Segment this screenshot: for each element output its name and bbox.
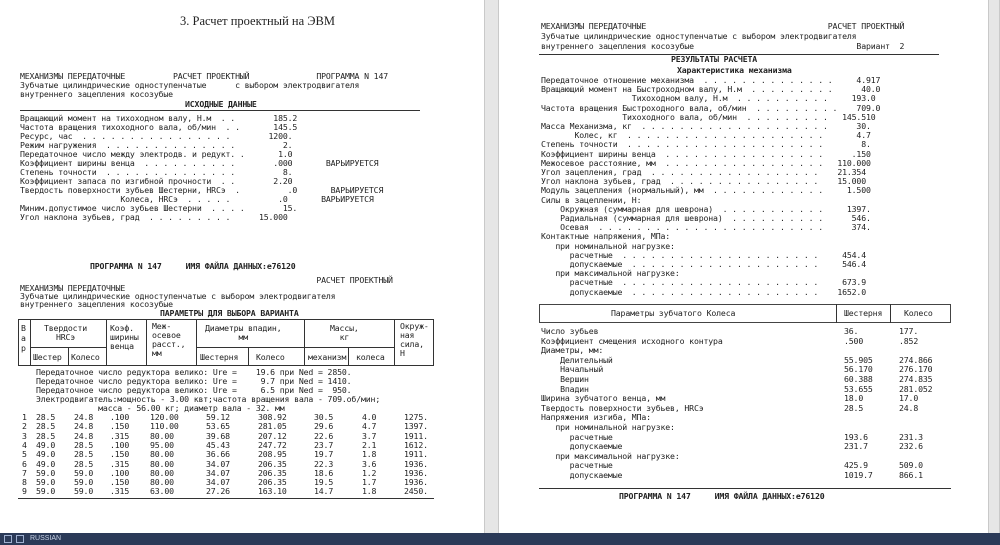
- table-cell: 206.35: [258, 458, 287, 469]
- table-cell: 80.00: [150, 477, 174, 488]
- table-divider: [68, 347, 69, 365]
- table-cell: 1612.: [404, 439, 428, 450]
- right-header-line-1: МЕХАНИЗМЫ ПЕРЕДАТОЧНЫЕ РАСЧЕТ ПРОЕКТНЫЙ: [541, 21, 905, 31]
- right-header-line-3: внутреннего зацепления косозубые Вариант 2: [541, 41, 905, 51]
- table-cell: 28.5: [74, 449, 94, 460]
- table-cell: 4.7: [362, 421, 377, 432]
- table-cell: 59.0: [74, 477, 94, 488]
- params-divider: [890, 304, 891, 323]
- result-row: при номинальной нагрузке:: [541, 240, 675, 251]
- result-row: Тихоходном валу, Н.м . . . . . . . . . . 193.0: [541, 93, 876, 104]
- result-row: Коэффициент ширины венца . . . . . . . . . . . . . . . . . .150: [541, 148, 871, 159]
- table-divider: [248, 347, 249, 365]
- params-col-gear: Колесо: [904, 308, 933, 318]
- params-row-label: Число зубьев: [541, 326, 599, 336]
- table-subrule: [196, 347, 394, 348]
- result-row: допускаемые . . . . . . . . . . . . . . . . . . . . 546.4: [541, 259, 866, 269]
- result-row: Вращающий момент на Быстроходном валу, Н.м . . . . . . . . . 40.0: [541, 84, 881, 95]
- table-divider: [146, 319, 147, 365]
- table-cell: 6: [22, 458, 27, 469]
- right-page: [499, 0, 1000, 533]
- table-divider: [196, 319, 197, 365]
- col-variant-3: р: [21, 343, 26, 353]
- params-row-pinion: 53.655: [844, 383, 873, 394]
- table-divider: [18, 319, 19, 365]
- params-row-gear: 281.052: [899, 383, 933, 394]
- result-row: Осевая . . . . . . . . . . . . . . . . . . . . . . . . 374.: [541, 222, 871, 233]
- params-row-pinion: .500: [844, 335, 864, 346]
- table-cell: 22.6: [314, 430, 334, 441]
- block2-section-title: ПАРАМЕТРЫ ДЛЯ ВЫБОРА ВАРИАНТА: [160, 308, 299, 318]
- result-row: Тихоходного вала, об/мин . . . . . . . . . 145.510: [541, 111, 876, 122]
- params-row-pinion: 56.170: [844, 364, 873, 375]
- table-cell: 1911.: [404, 449, 428, 460]
- table-cell: 24.8: [74, 421, 94, 432]
- table-cell: 28.5: [36, 412, 56, 422]
- table-cell: 23.7: [314, 439, 334, 450]
- params-row-gear: 866.1: [899, 470, 923, 480]
- result-row: при максимальной нагрузке:: [541, 268, 680, 279]
- table-cell: 120.00: [150, 412, 179, 422]
- table-cell: 24.8: [74, 412, 94, 422]
- col-center-distance: Меж- осевое расст., мм: [152, 321, 186, 358]
- params-row-label: Ширина зубчатого венца, мм: [541, 393, 666, 404]
- left-page: [0, 0, 484, 533]
- params-row-gear: 509.0: [899, 460, 923, 471]
- table-cell: 29.6: [314, 421, 334, 432]
- params-row-label: Напряжения изгиба, МПа:: [541, 412, 651, 423]
- table-cell: 28.5: [74, 458, 94, 469]
- table-cell: 59.0: [36, 486, 56, 497]
- note-line: Передаточное число редуктора велико: Ure = 9.7 при Ned = 1410.: [36, 376, 352, 386]
- params-row-pinion: 18.0: [844, 393, 864, 404]
- table-cell: 39.68: [206, 430, 230, 441]
- table-cell: .150: [110, 421, 130, 432]
- result-row: Окружная (суммарная для шеврона) . . . . . . . . . . . 1397.: [541, 203, 871, 214]
- results-subtitle: Характеристика механизма: [677, 65, 792, 75]
- input-row: Миним.допустимое число зубьев Шестерни . . . . 15.: [20, 203, 298, 213]
- table-cell: 9: [22, 486, 27, 497]
- table-cell: 2: [22, 421, 27, 432]
- table-cell: 163.10: [258, 486, 287, 497]
- params-row-gear: 24.8: [899, 402, 919, 413]
- params-row-gear: 177.: [899, 326, 919, 336]
- table-cell: 95.00: [150, 439, 174, 450]
- block2-header-line-4: внутреннего зацепления косозубые: [20, 299, 173, 309]
- block1-header-line-3: внутреннего зацепления косозубые: [20, 89, 173, 99]
- table-cell: 1.7: [362, 477, 377, 488]
- table-cell: 80.00: [150, 467, 174, 478]
- table-cell: 18.6: [314, 467, 334, 478]
- params-row-gear: 274.866: [899, 354, 933, 365]
- params-row-label: допускаемые: [541, 470, 623, 480]
- table-cell: 28.5: [36, 430, 56, 441]
- params-row-label: Вершин: [541, 374, 589, 384]
- params-row-label: при номинальной нагрузке:: [541, 422, 675, 432]
- params-row-label: Коэффициент смещения исходного контура: [541, 335, 723, 346]
- table-cell: 1397.: [404, 421, 428, 432]
- params-row-pinion: 193.6: [844, 431, 868, 442]
- table-cell: 7: [22, 467, 27, 478]
- result-row: расчетные . . . . . . . . . . . . . . . . . . . . . 673.9: [541, 277, 866, 288]
- table-cell: 34.07: [206, 458, 230, 469]
- input-row: Коэффициент запаса по изгибной прочности . . 2.20: [20, 176, 293, 186]
- result-row: Межосевое расстояние, мм . . . . . . . . . . . . . . . . . 110.000: [541, 157, 871, 168]
- block2-header-line-3: Зубчатые цилиндрические одноступенчатые с выбором электродвигателя: [20, 291, 336, 301]
- table-cell: 8: [22, 477, 27, 488]
- right-header-line-2: Зубчатые цилиндрические одноступенчатые с выбором электродвигателя: [541, 31, 857, 41]
- input-row: Колеса, HRCэ . . . . . .0 ВАРЬИРУЕТСЯ: [20, 194, 374, 204]
- table-cell: 14.7: [314, 486, 334, 497]
- block1-header-line-1: МЕХАНИЗМЫ ПЕРЕДАТОЧНЫЕ РАСЧЕТ ПРОЕКТНЫЙ ПРОГРАММА N 147: [20, 71, 389, 81]
- result-row: Колес, кг . . . . . . . . . . . . . . . . . . . . . 4.7: [541, 130, 871, 141]
- params-col-pinion: Шестерня: [844, 308, 883, 318]
- params-row-pinion: 1019.7: [844, 470, 873, 480]
- table-cell: 206.35: [258, 477, 287, 488]
- input-row: Коэффициент ширины венца . . . . . . . . . . .000 ВАРЬИРУЕТСЯ: [20, 158, 379, 168]
- table-cell: 53.65: [206, 421, 230, 432]
- result-row: Угол зацепления, град . . . . . . . . . . . . . . . . . . 21.354: [541, 167, 866, 177]
- input-row: Ресурс, час . . . . . . . . . . . . . . . . 1200.: [20, 131, 293, 141]
- table-cell: .100: [110, 412, 130, 422]
- params-row-gear: 274.835: [899, 374, 933, 384]
- table-cell: 36.66: [206, 449, 230, 460]
- input-row: Степень точности . . . . . . . . . . . . . . 8.: [20, 167, 293, 177]
- block1-divider: [20, 110, 420, 111]
- table-cell: 1.8: [362, 449, 377, 460]
- note-line: Передаточное число редуктора велико: Ure = 6.5 при Ned = 950.: [36, 385, 352, 395]
- table-cell: 4.0: [362, 412, 377, 422]
- params-divider: [836, 304, 837, 323]
- table-cell: 63.00: [150, 486, 174, 497]
- right-scroll-gutter: [988, 0, 1000, 533]
- col-hardness: Твердости HRCэ: [44, 323, 88, 342]
- table-divider: [106, 319, 107, 365]
- right-footer-program: ПРОГРАММА N 147 ИМЯ ФАЙЛА ДАННЫХ:е76120: [619, 491, 825, 501]
- result-row: Передаточное отношение механизма . . . . . . . . . . . . . . 4.917: [541, 75, 881, 85]
- table-cell: 1.2: [362, 467, 377, 478]
- result-row: Частота вращения Быстроходного вала, об/мин . . . . . . . . . 709.0: [541, 102, 881, 113]
- table-cell: 49.0: [36, 439, 56, 450]
- table-divider: [394, 319, 395, 365]
- col-root-diameters: Диаметры впадин, мм: [205, 323, 282, 342]
- params-row-label: расчетные: [541, 431, 613, 442]
- col-variant-2: а: [21, 333, 26, 343]
- table-cell: 1936.: [404, 477, 428, 488]
- window-icon[interactable]: [4, 535, 12, 543]
- params-row-label: Делительный: [541, 354, 613, 365]
- col-tangential-force: Окруж- ная сила, Н: [400, 321, 429, 358]
- params-row-pinion: 28.5: [844, 402, 864, 413]
- params-row-label: расчетные: [541, 460, 613, 471]
- section-heading: 3. Расчет проектный на ЭВМ: [180, 14, 335, 28]
- result-row: расчетные . . . . . . . . . . . . . . . . . . . . . 454.4: [541, 249, 866, 260]
- table-bottom-rule: [18, 498, 434, 499]
- table-cell: 110.00: [150, 421, 179, 432]
- params-row-gear: 276.170: [899, 364, 933, 375]
- table-cell: 59.0: [36, 467, 56, 478]
- result-row: Контактные напряжения, МПа:: [541, 231, 671, 242]
- table-cell: 45.43: [206, 439, 230, 450]
- table-cell: 34.07: [206, 477, 230, 488]
- col-hardness-pinion: Шестер: [33, 352, 62, 362]
- input-row: Режим нагружения . . . . . . . . . . . . . . 2.: [20, 140, 293, 150]
- table-divider: [433, 319, 434, 365]
- results-title: РЕЗУЛЬТАТЫ РАСЧЕТА: [671, 54, 758, 64]
- result-row: Радиальная (суммарная для шеврона) . . . . . . . . . . 546.: [541, 213, 871, 223]
- params-row-label: Твердость поверхности зубьев, HRCэ: [541, 402, 704, 413]
- note-line: масса - 56.00 кг; диаметр вала - 32. мм: [36, 403, 285, 413]
- params-row-gear: 232.6: [899, 441, 923, 452]
- table-cell: .100: [110, 467, 130, 478]
- block2-header-line-2: МЕХАНИЗМЫ ПЕРЕДАТОЧНЫЕ: [20, 283, 126, 293]
- col-mass-mechanism: механизм: [308, 352, 347, 362]
- taskbar: [0, 533, 1000, 545]
- table-cell: 1911.: [404, 430, 428, 441]
- table-cell: 28.5: [74, 439, 94, 450]
- params-row-pinion: 425.9: [844, 460, 868, 471]
- col-masses: Массы, кг: [330, 323, 359, 342]
- table-cell: 3: [22, 430, 27, 441]
- input-row: Твердость поверхности зубьев Шестерни, HRCэ . .0 ВАРЬИРУЕТСЯ: [20, 185, 384, 195]
- params-row-pinion: 36.: [844, 326, 859, 336]
- params-row-pinion: 55.905: [844, 354, 873, 365]
- table-cell: 34.07: [206, 467, 230, 478]
- col-hardness-gear: Колесо: [71, 352, 100, 362]
- params-row-gear: 17.0: [899, 393, 919, 404]
- table-cell: 1936.: [404, 467, 428, 478]
- table-cell: 2.1: [362, 439, 377, 450]
- table-cell: 308.92: [258, 412, 287, 422]
- table-cell: 4: [22, 439, 27, 450]
- params-row-gear: 231.3: [899, 431, 923, 442]
- col-root-gear: Колесо: [256, 352, 285, 362]
- params-table-bottom-rule: [539, 488, 951, 489]
- table-cell: 49.0: [36, 449, 56, 460]
- table-top-rule: [18, 319, 434, 320]
- table-cell: 206.35: [258, 467, 287, 478]
- table-cell: 59.0: [74, 467, 94, 478]
- col-variant-1: В: [21, 323, 26, 333]
- table-cell: 59.12: [206, 412, 230, 422]
- table-cell: 3.6: [362, 458, 377, 469]
- window-icon[interactable]: [16, 535, 24, 543]
- params-row-label: Диаметры, мм:: [541, 345, 604, 356]
- params-row-label: при максимальной нагрузке:: [541, 450, 680, 461]
- table-cell: .315: [110, 430, 130, 441]
- table-cell: 59.0: [36, 477, 56, 488]
- input-row: Передаточное число между электродв. и редукт. . 1.0: [20, 149, 293, 159]
- input-row: Угол наклона зубьев, град . . . . . . . . . 15.000: [20, 212, 288, 222]
- table-cell: .100: [110, 439, 130, 450]
- table-cell: 1936.: [404, 458, 428, 469]
- table-cell: 80.00: [150, 449, 174, 460]
- table-cell: 24.8: [74, 430, 94, 441]
- result-row: Степень точности . . . . . . . . . . . . . . . . . . . . . 8.: [541, 139, 871, 150]
- params-row-label: Впадин: [541, 383, 589, 394]
- table-cell: 2450.: [404, 486, 428, 497]
- table-cell: 1: [22, 412, 27, 422]
- language-indicator[interactable]: RUSSIAN: [30, 535, 62, 542]
- table-cell: 1.8: [362, 486, 377, 497]
- result-row: Модуль зацепления (нормальный), мм . . . . . . . . . . . . 1.500: [541, 185, 871, 196]
- block1-header-line-2: Зубчатые цилиндрические одноступенчатые с выбором электродвигателя: [20, 80, 360, 90]
- result-row: Угол наклона зубьев, град . . . . . . . . . . . . . . . . 15.000: [541, 176, 866, 187]
- result-row: Силы в зацеплении, Н:: [541, 194, 642, 205]
- table-cell: 208.95: [258, 449, 287, 460]
- params-row-label: допускаемые: [541, 441, 623, 452]
- table-cell: 3.7: [362, 430, 377, 441]
- block2-header-line-1: РАСЧЕТ ПРОЕКТНЫЙ: [20, 275, 393, 285]
- note-line: Передаточное число редуктора велико: Ure = 19.6 при Ned = 2850.: [36, 367, 352, 377]
- table-cell: 281.05: [258, 421, 287, 432]
- table-cell: 5: [22, 449, 27, 460]
- params-row-label: Начальный: [541, 364, 604, 375]
- note-line: Электродвигатель:мощность - 3.00 квт;частота вращения вала - 709.об/мин;: [36, 394, 381, 404]
- params-row-gear: .852: [899, 335, 919, 346]
- table-divider: [304, 319, 305, 365]
- table-cell: .315: [110, 458, 130, 469]
- table-cell: 80.00: [150, 458, 174, 469]
- params-row-pinion: 231.7: [844, 441, 868, 452]
- table-cell: 59.0: [74, 486, 94, 497]
- input-row: Вращающий момент на тихоходном валу, Н.м . . 185.2: [20, 113, 298, 123]
- block1-section-title: ИСХОДНЫЕ ДАННЫЕ: [185, 99, 257, 109]
- table-divider: [348, 347, 349, 365]
- params-table-title: Параметры зубчатого Колеса: [611, 308, 736, 318]
- table-cell: 207.12: [258, 430, 287, 441]
- result-row: допускаемые . . . . . . . . . . . . . . . . . . . . 1652.0: [541, 286, 866, 297]
- col-mass-gears: колеса: [356, 352, 385, 362]
- result-row: Масса Механизма, кг . . . . . . . . . . . . . . . . . . . . 30.: [541, 121, 871, 131]
- params-row-pinion: 60.388: [844, 374, 873, 384]
- col-root-pinion: Шестерня: [200, 352, 239, 362]
- block2-program-line: ПРОГРАММА N 147 ИМЯ ФАЙЛА ДАННЫХ:е76120: [90, 261, 296, 271]
- table-cell: 247.72: [258, 439, 287, 450]
- table-cell: 49.0: [36, 458, 56, 469]
- input-row: Частота вращения тихоходного вала, об/мин . . 145.5: [20, 122, 298, 132]
- table-cell: 22.3: [314, 458, 334, 469]
- table-divider: [30, 319, 31, 365]
- table-cell: .315: [110, 486, 130, 497]
- table-header-bottom-rule: [18, 365, 434, 366]
- table-cell: 80.00: [150, 430, 174, 441]
- table-cell: 19.5: [314, 477, 334, 488]
- table-cell: .150: [110, 449, 130, 460]
- col-width-coef: Коэф. ширины венца: [110, 323, 139, 351]
- table-cell: 27.26: [206, 486, 230, 497]
- table-cell: 30.5: [314, 412, 334, 422]
- table-cell: 19.7: [314, 449, 334, 460]
- table-cell: 1275.: [404, 412, 428, 422]
- table-cell: 28.5: [36, 421, 56, 432]
- table-cell: .150: [110, 477, 130, 488]
- page-gutter: [484, 0, 499, 533]
